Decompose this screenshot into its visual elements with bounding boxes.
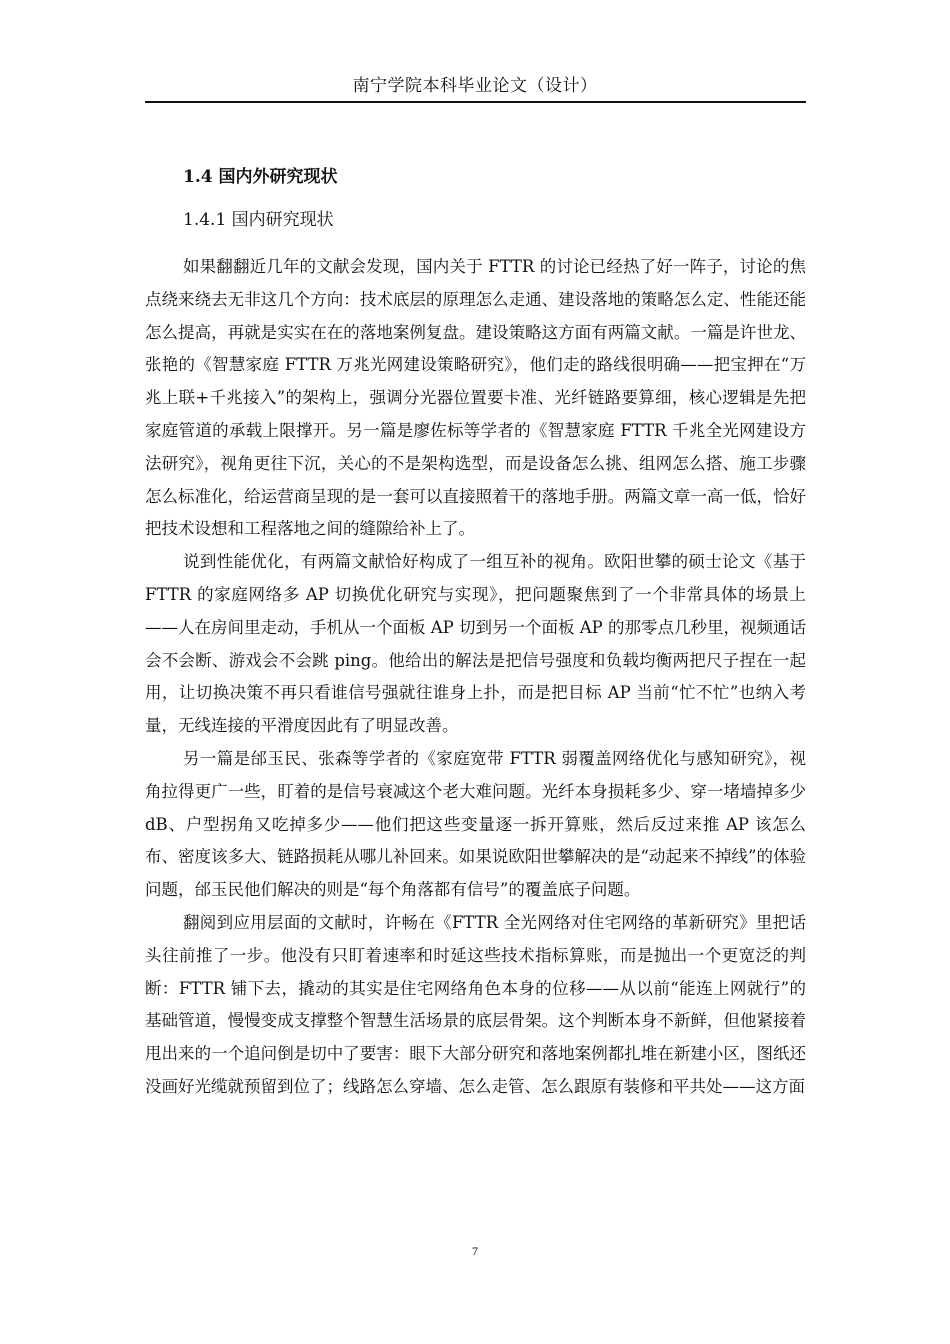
body-text <box>145 251 806 1104</box>
header-divider <box>145 101 806 103</box>
section-heading: 1.4 国内外研究现状 <box>183 167 338 187</box>
paragraph-performance-optimization: 说到性能优化，有两篇文献恰好构成了一组互补的视角。欧阳世攀的硕士论文《基于 FTTR 的家庭网络多 AP 切换优化研究与实现》，把问题聚焦到了一个非常具体的场景上——人在房间里走动，手机从一个面板 AP 切到另一个面板 AP 的那零点几秒里，视频通话会不会断、游戏会不会跳 ping。他给出的解法是把信号强度和负载均衡两把尺子捏在一起用，让切换决策不再只看谁信号强就往谁身上扑，而是把目标 AP 当前“忙不忙”也纳入考量，无线连接的平滑度因此有了明显改善。 <box>145 552 807 736</box>
paragraph-weak-coverage: 另一篇是邰玉民、张森等学者的《家庭宽带 FTTR 弱覆盖网络优化与感知研究》，视角拉得更广一些，盯着的是信号衰减这个老大难问题。光纤本身损耗多少、穿一堵墙掉多少 dB、户型拐角又吃掉多少——他们把这些变量逐一拆开算账，然后反过来推 AP 该怎么布、密度该多大、链路损耗从哪儿补回来。如果说欧阳世攀解决的是“动起来不掉线”的体验问题，邰玉民他们解决的则是“每个角落都有信号”的覆盖底子问题。 <box>145 748 806 900</box>
paragraph-application-layer: 翻阅到应用层面的文献时，许畅在《FTTR 全光网络对住宅网络的革新研究》里把话头往前推了一步。他没有只盯着速率和时延这些技术指标算账，而是抛出一个更宽泛的判断：FTTR 铺下去，撬动的其实是住宅网络角色本身的位移——从以前“能连上网就行”的基础管道，慢慢变成支撑整个智慧生活场景的底层骨架。这个判断本身不新鲜，但他紧接着甩出来的一个追问倒是切中了要害：眼下大部分研究和落地案例都扎堆在新建小区，图纸还没画好光缆就预留到位了；线路怎么穿墙、怎么走管、怎么跟原有装修和平共处——这方面 <box>145 912 806 1096</box>
running-header: 南宁学院本科毕业论文（设计） <box>352 76 598 96</box>
page-number: 7 <box>472 1244 478 1258</box>
paragraph-construction-strategy: 如果翻翻近几年的文献会发现，国内关于 FTTR 的讨论已经热了好一阵子，讨论的焦点绕来绕去无非这几个方向：技术底层的原理怎么走通、建设落地的策略怎么定、性能还能怎么提高，再就是实实在在的落地案例复盘。建设策略这方面有两篇文献。一篇是许世龙、张艳的《智慧家庭 FTTR 万兆光网建设策略研究》，他们走的路线很明确——把宝押在“万兆上联+千兆接入”的架构上，强调分光器位置要卡准、光纤链路要算细，核心逻辑是先把家庭管道的承载上限撑开。另一篇是廖佐标等学者的《智慧家庭 FTTR 千兆全光网建设方法研究》，视角更往下沉，关心的不是架构选型，而是设备怎么挑、组网怎么搭、施工步骤怎么标准化，给运营商呈现的是一套可以直接照着干的落地手册。两篇文章一高一低，恰好把技术设想和工程落地之间的缝隙给补上了。 <box>145 257 806 539</box>
subsection-heading: 1.4.1 国内研究现状 <box>183 210 334 230</box>
